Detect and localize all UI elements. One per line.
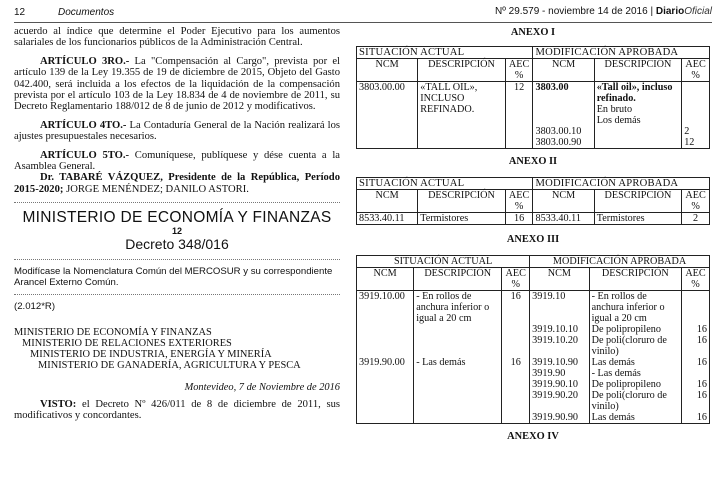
document-number: 12 [171, 226, 182, 237]
article-5: ARTÍCULO 5TO.- Comuníquese, publíquese y dése cuenta a la Asamblea General. [14, 149, 340, 173]
annex-2-table [356, 177, 710, 225]
col-ncm: NCM [357, 268, 414, 291]
ministry-line: MINISTERIO DE INDUSTRIA, ENERGÍA Y MINERÍA [30, 349, 272, 361]
ministry-heading: MINISTERIO DE ECONOMÍA Y FINANZAS [22, 209, 332, 227]
col-ncm: NCM [533, 190, 594, 213]
ministry-line: MINISTERIO DE RELACIONES EXTERIORES [22, 337, 232, 349]
page-header [14, 6, 712, 23]
ministry-line: MINISTERIO DE GANADERÍA, AGRICULTURA Y PESCA [38, 360, 301, 372]
approved-modification-header: MODIFICACIÓN APROBADA [533, 178, 710, 190]
col-aec: AEC % [682, 190, 710, 213]
table-row: 8533.40.11 Termistores 16 8533.40.11 Termistores 2 [357, 213, 710, 225]
table-row: 3919.10.00 3919.90.00 - En rollos de anchura inferior o igual a 20 cm - Las demás 16 16 3919.10 3919.10.10 3919.10.20 3919.10.90 3919.90 3919.90.10 3919.90.20 3919.90.90 - En rollos de anchura inferior o igual a 20 cm De polipropileno De poli(cloruro de vinilo) Las demás - Las demás De polipropileno De poli(cloruro de vinilo) Las demás 16 16 16 16 16 16 [357, 291, 710, 424]
brand-oficial: Oficial [684, 6, 712, 17]
approved-modification-header: MODIFICACIÓN APROBADA [533, 47, 710, 59]
col-ncm: NCM [357, 190, 418, 213]
annex-3-table [356, 255, 710, 424]
visto-paragraph: VISTO: el Decreto Nº 426/011 de 8 de diciembre de 2011, sus modificativos y concordantes. [14, 398, 340, 422]
table-row: 3803.00.00 «TALL OIL», INCLUSO REFINADO. 12 3803.00 3803.00.10 3803.00.90 «Tall oil», incluso refinado. En bruto Los demás 2 12 [357, 82, 710, 149]
article-3: ARTÍCULO 3RO.- La "Compensación al Cargo", prevista por el artículo 139 de la Ley 19.355 de 19 de diciembre de 2015, Objeto del Gasto 042.400, será incluida a los efectos de la liquidación de la compensación prevista por el artículo 103 de la Ley 18.834 de 4 de noviembre de 2011, su Decreto Reglamentario 188/012 de 8 de junio de 2012 y modificativos. [14, 55, 340, 113]
annex-1-title: ANEXO I [510, 27, 556, 38]
approved-modification-header: MODIFICACIÓN APROBADA [530, 256, 710, 268]
page-number: 12 [14, 7, 26, 18]
current-situation-header: SITUACIÓN ACTUAL [357, 178, 533, 190]
col-ncm: NCM [357, 59, 418, 82]
brand-diario: Diario [655, 6, 685, 17]
col-ncm: NCM [533, 59, 594, 82]
decree-title: Decreto 348/016 [125, 236, 229, 253]
col-ncm: NCM [530, 268, 589, 291]
place-date: Montevideo, 7 de Noviembre de 2016 [184, 381, 340, 393]
col-description: DESCRIPCIÓN [594, 59, 681, 82]
col-description: DESCRIPCIÓN [418, 59, 505, 82]
annex-2-title: ANEXO II [508, 156, 558, 167]
separator [14, 259, 340, 260]
col-description: DESCRIPCIÓN [414, 268, 502, 291]
annex-4-title: ANEXO IV [507, 431, 559, 442]
left-column [14, 26, 340, 429]
reference-code: (2.012*R) [14, 301, 56, 313]
section-name: Documentos [58, 7, 115, 18]
current-situation-header: SITUACIÓN ACTUAL [357, 47, 533, 59]
issue-info: Nº 29.579 - noviembre 14 de 2016 | DiarioOficial [495, 6, 712, 17]
col-aec: AEC % [505, 59, 533, 82]
col-aec: AEC % [682, 59, 710, 82]
separator [14, 202, 340, 203]
signatures: Dr. TABARÉ VÁZQUEZ, Presidente de la República, Período 2015-2020; JORGE MENÉNDEZ; DANILO ASTORI. [14, 172, 340, 195]
col-description: DESCRIPCIÓN [589, 268, 681, 291]
col-description: DESCRIPCIÓN [418, 190, 505, 213]
separator [14, 294, 340, 295]
annex-3-title: ANEXO III [506, 234, 560, 245]
col-description: DESCRIPCIÓN [594, 190, 681, 213]
col-aec: AEC % [505, 190, 533, 213]
ministry-line: MINISTERIO DE ECONOMÍA Y FINANZAS [14, 326, 212, 338]
col-aec: AEC % [502, 268, 530, 291]
paragraph-continuation: acuerdo al índice que determine el Poder Ejecutivo para los aumentos salariales de los funcionarios públicos de la Administración Central. [14, 26, 340, 49]
decree-summary: Modifícase la Nomenclatura Común del MERCOSUR y su correspondiente Arancel Externo Común. [14, 266, 333, 289]
right-column [356, 26, 710, 444]
col-aec: AEC % [682, 268, 710, 291]
annex-1-table [356, 46, 710, 149]
current-situation-header: SITUACIÓN ACTUAL [357, 256, 530, 268]
issue-date: Nº 29.579 - noviembre 14 de 2016 [495, 6, 648, 17]
ministries-list [14, 327, 340, 372]
article-4: ARTÍCULO 4TO.- La Contaduría General de la Nación realizará los ajustes presupuestales necesarios. [14, 119, 340, 143]
